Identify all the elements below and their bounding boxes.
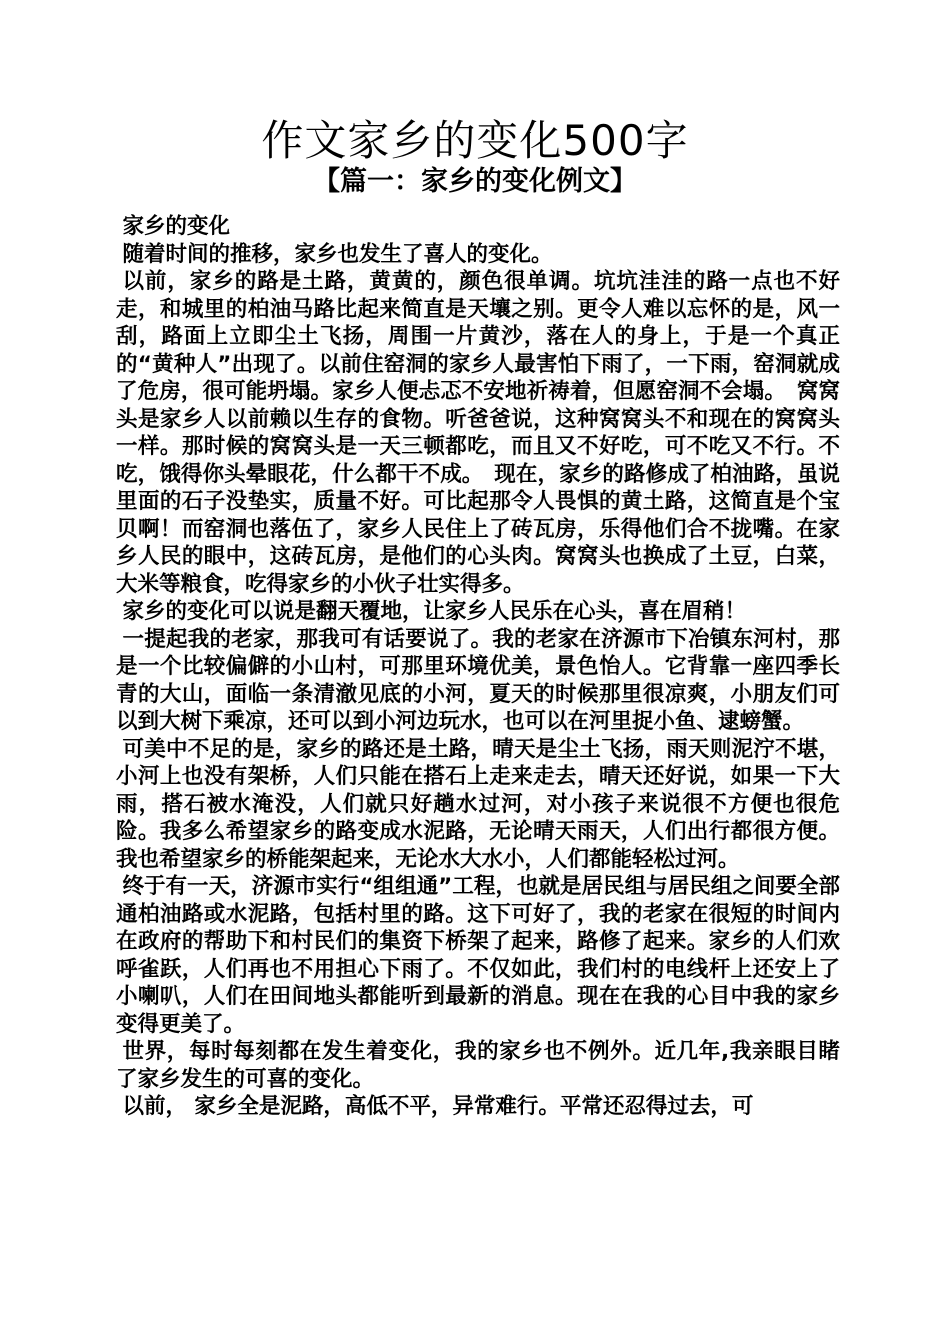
paragraph: 一提起我的老家，那我可有话要说了。我的老家在济源市下冶镇东河村，那是一个比较偏僻的小山村，可那里环境优美，景色怡人。它背靠一座四季长青的大山，面临一条清澈见底的小河，夏天的时候那里很凉爽，小朋友们可以到大树下乘凉，还可以到小河边玩水，也可以在河里捉小鱼、逮螃蟹。 [116,626,840,734]
essay-heading: 家乡的变化 [122,214,230,239]
document-body [116,213,840,1121]
paragraph: 家乡的变化可以说是翻天覆地，让家乡人民乐在心头，喜在眉稍！ [122,599,746,624]
paragraph: 以前， 家乡全是泥路，高低不平，异常难行。平常还忍得过去，可 [122,1094,754,1119]
paragraph: 以前，家乡的路是土路，黄黄的，颜色很单调。坑坑洼洼的路一点也不好走，和城里的柏油马路比起来简直是天壤之别。更令人难以忘怀的是，风一刮，路面上立即尘土飞扬，周围一片黄沙，落在人的身上，于是一个真正的“黄种人”出现了。以前住窑洞的家乡人最害怕下雨了，一下雨，窑洞就成了危房，很可能坍塌。家乡人便忐忑不安地祈祷着，但愿窑洞不会塌。 窝窝头是家乡人以前赖以生存的食物。听爸爸说，这种窝窝头不和现在的窝窝头一样。那时候的窝窝头是一天三顿都吃，而且又不好吃，可不吃又不行。不吃，饿得你头晕眼花，什么都干不成。 现在，家乡的路修成了柏油路，虽说里面的石子没垫实，质量不好。可比起那令人畏惧的黄土路，这简直是个宝贝啊！而窑洞也落伍了，家乡人民住上了砖瓦房，乐得他们合不拢嘴。在家乡人民的眼中，这砖瓦房，是他们的心头肉。窝窝头也换成了土豆，白菜，大米等粮食，吃得家乡的小伙子壮实得多。 [116,269,840,597]
paragraph: 世界，每时每刻都在发生着变化，我的家乡也不例外。近几年,我亲眼目睹了家乡发生的可喜的变化。 [116,1039,840,1092]
paragraph: 可美中不足的是，家乡的路还是土路，晴天是尘土飞扬，雨天则泥泞不堪，小河上也没有架桥，人们只能在搭石上走来走去，晴天还好说，如果一下大雨，搭石被水淹没，人们就只好趟水过河，对小孩子来说很不方便也很危险。我多么希望家乡的路变成水泥路，无论晴天雨天，人们出行都很方便。我也希望家乡的桥能架起来，无论水大水小，人们都能轻松过河。 [116,736,840,872]
document-title: 作文家乡的变化500字 [261,116,689,165]
paragraph: 终于有一天，济源市实行“组组通”工程，也就是居民组与居民组之间要全部通柏油路或水泥路，包括村里的路。这下可好了，我的老家在很短的时间内在政府的帮助下和村民们的集资下桥架了起来，路修了起来。家乡的人们欢呼雀跃，人们再也不用担心下雨了。不仅如此，我们村的电线杆上还安上了小喇叭，人们在田间地头都能听到最新的消息。现在在我的心目中我的家乡变得更美了。 [116,874,840,1037]
paragraph: 随着时间的推移，家乡也发生了喜人的变化。 [122,241,553,267]
document-subtitle: 【篇一：家乡的变化例文】 [313,166,637,197]
